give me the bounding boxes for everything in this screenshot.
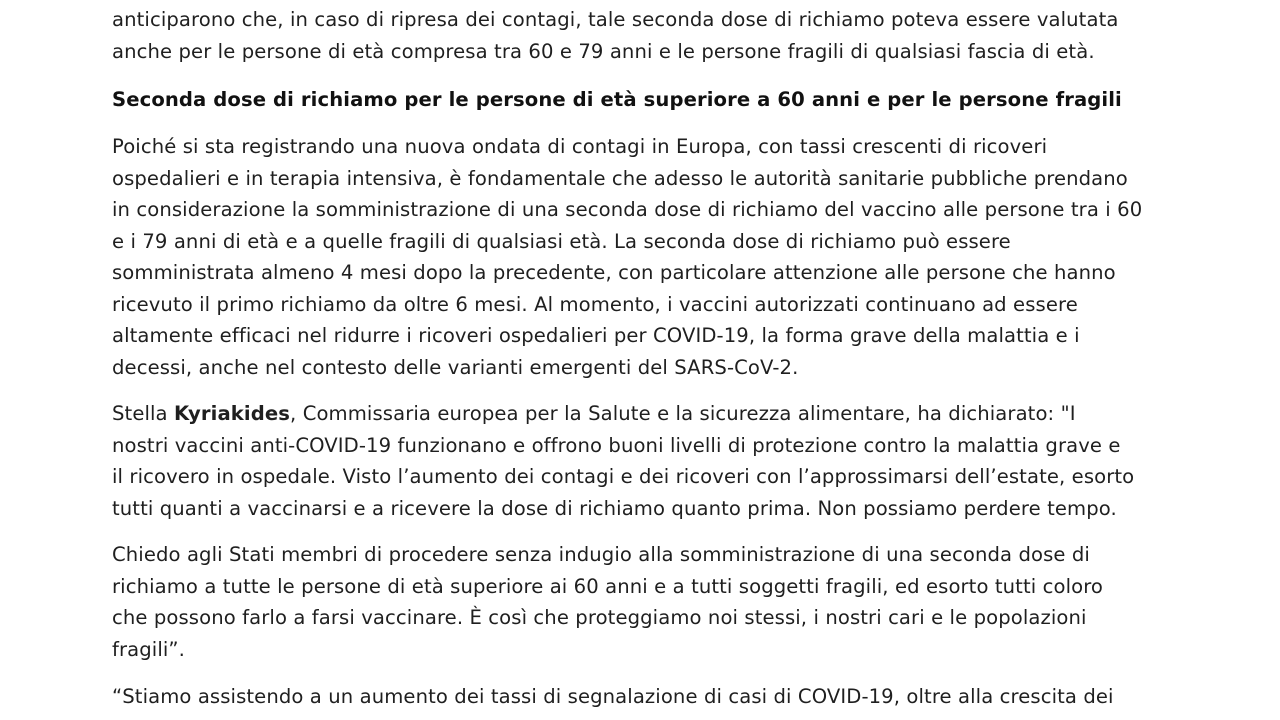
text-line: tutti quanti a vaccinarsi e a ricevere la dose di richiamo quanto prima. Non possiamo perdere tempo.	[112, 496, 1117, 520]
text-line: “Stiamo assistendo a un aumento dei tassi di segnalazione di casi di COVID-19, oltre alla crescita dei	[112, 685, 1114, 708]
text-line: che possono farlo a farsi vaccinare. È così che proteggiamo noi stessi, i nostri cari e le popolazioni	[112, 606, 1087, 629]
paragraph-member-states	[112, 539, 1182, 665]
intro-paragraph	[112, 4, 1182, 67]
text-line: e i 79 anni di età e a quelle fragili di qualsiasi età. La seconda dose di richiamo può essere	[112, 229, 1011, 253]
text-line: ospedalieri e in terapia intensiva, è fondamentale che adesso le autorità sanitarie pubbliche prendano	[112, 166, 1128, 190]
section-heading: Seconda dose di richiamo per le persone di età superiore a 60 anni e per le persone fragili	[112, 88, 1122, 111]
text-line: fragili”.	[112, 637, 186, 661]
first-line-rest: , Commissaria europea per la Salute e la sicurezza alimentare, ha dichiarato: "I	[290, 402, 1076, 425]
text-line: Chiedo agli Stati membri di procedere senza indugio alla somministrazione di una seconda dose di	[112, 543, 1090, 566]
text-line: richiamo a tutte le persone di età superiore ai 60 anni e a tutti soggetti fragili, ed esorto tutti coloro	[112, 574, 1104, 598]
speaker-name: Kyriakides	[174, 402, 291, 425]
text-line: ricevuto il primo richiamo da oltre 6 mesi. Al momento, i vaccini autorizzati continuano ad essere	[112, 292, 1078, 316]
text-line: anticiparono che, in caso di ripresa dei contagi, tale seconda dose di richiamo poteva essere valutata	[112, 8, 1119, 31]
paragraph-kyriakides-quote	[112, 398, 1182, 524]
paragraph-second-booster	[112, 131, 1182, 383]
text-line: Poiché si sta registrando una nuova ondata di contagi in Europa, con tassi crescenti di ricoveri	[112, 135, 1048, 158]
text-line: nostri vaccini anti-COVID-19 funzionano e offrono buoni livelli di protezione contro la malattia grave e	[112, 433, 1121, 457]
paragraph-reporting-rates	[112, 681, 1182, 713]
text-line	[112, 398, 1182, 430]
text-line: il ricovero in ospedale. Visto l’aumento dei contagi e dei ricoveri con l’approssimarsi dell’estate, esorto	[112, 465, 1135, 488]
text-line: in considerazione la somministrazione di una seconda dose di richiamo del vaccino alle persone tra i 60	[112, 198, 1143, 221]
text-line: altamente efficaci nel ridurre i ricoveri ospedalieri per COVID-19, la forma grave della malattia e i	[112, 324, 1080, 347]
text-line: anche per le persone di età compresa tra 60 e 79 anni e le persone fragili di qualsiasi fascia di età.	[112, 39, 1095, 63]
text-line: somministrata almeno 4 mesi dopo la precedente, con particolare attenzione alle persone che hanno	[112, 261, 1116, 284]
text-line: decessi, anche nel contesto delle varianti emergenti del SARS-CoV-2.	[112, 355, 799, 379]
name-prefix: Stella	[112, 402, 174, 425]
